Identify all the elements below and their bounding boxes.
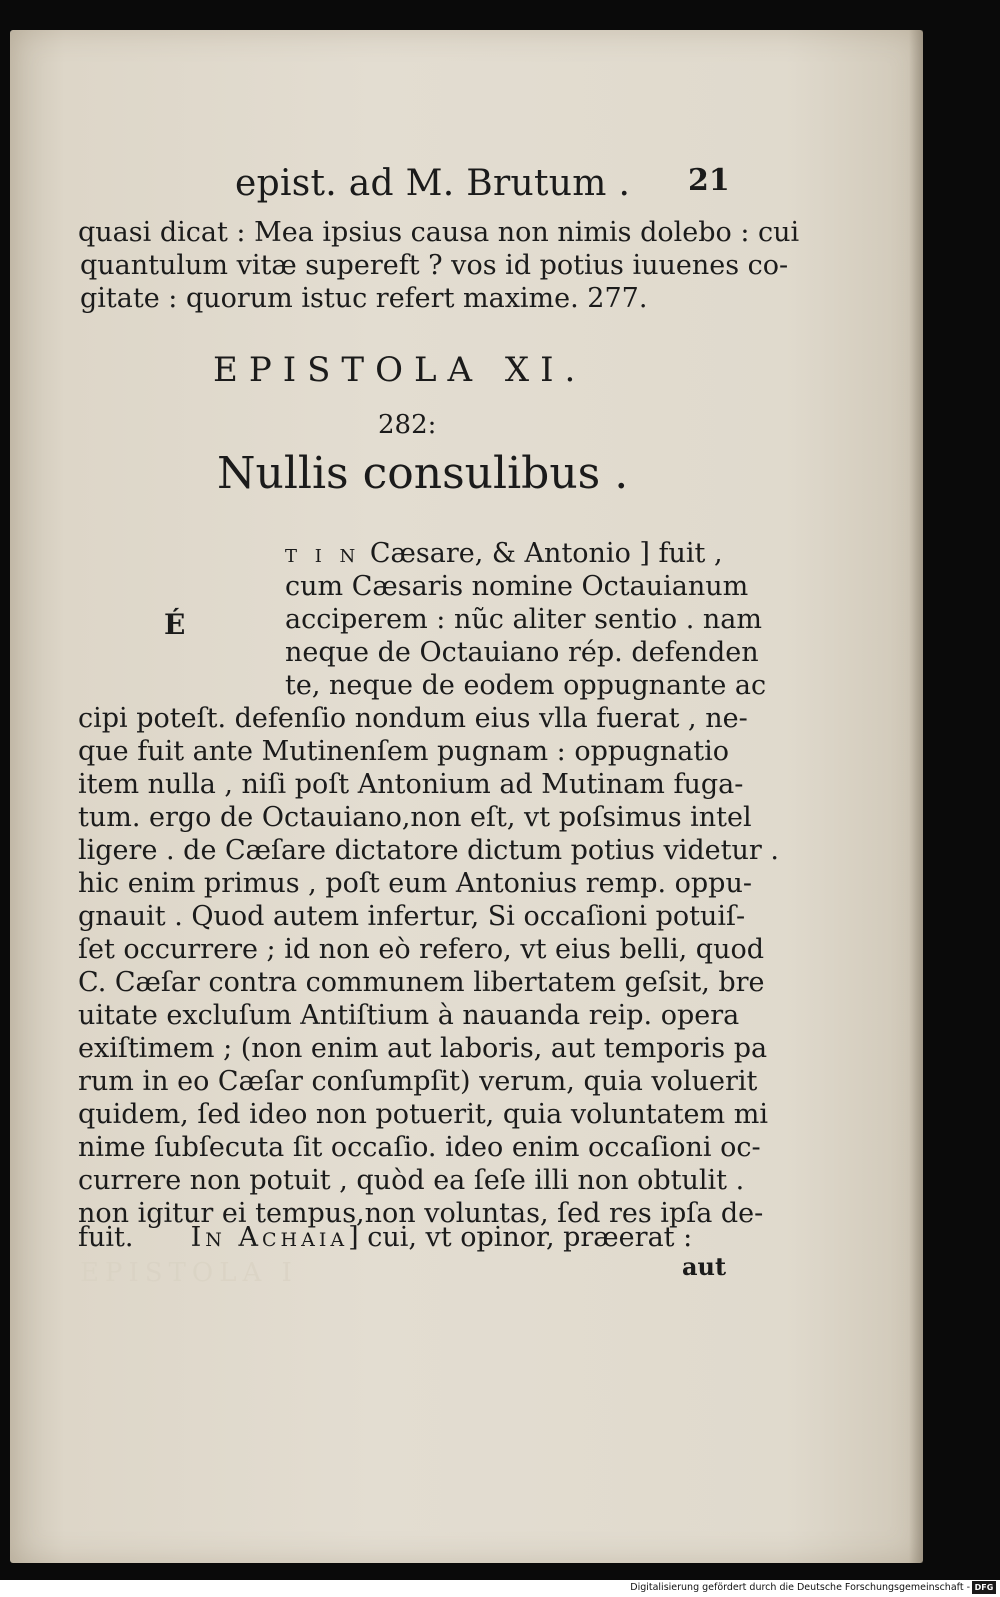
last-line-rest: ] cui, vt opinor, præerat : [348, 1222, 693, 1253]
last-line-start: fuit. [78, 1222, 134, 1253]
body-line: currere non potuit , quòd ea ſeſe illi non obtulit . [78, 1165, 745, 1196]
lemma-small-caps: T I N [285, 546, 362, 567]
dfg-logo: DFG [972, 1581, 996, 1594]
body-line: tum. ergo de Octauiano,non eſt, vt poſsimus intel [78, 802, 752, 833]
drop-initial: É [164, 608, 186, 641]
indented-line: acciperem : nũc aliter sentio . nam [285, 604, 762, 635]
body-line: exiſtimem ; (non enim aut laboris, aut temporis pa [78, 1033, 768, 1064]
body-line: non igitur ei tempus,non voluntas, ſed res ipſa de- [78, 1198, 764, 1229]
epistola-heading: EPISTOLA XI. [213, 350, 587, 390]
indented-line: neque de Octauiano rép. defenden [285, 637, 759, 668]
running-head: epist. ad M. Brutum . [235, 163, 631, 204]
body-line: hic enim primus , poſt eum Antonius remp. oppu- [78, 868, 752, 899]
intro-line: quasi dicat : Mea ipsius causa non nimis dolebo : cui [78, 217, 800, 248]
body-line: nime ſubſecuta ſit occaſio. ideo enim occaſioni oc- [78, 1132, 761, 1163]
body-line: item nulla , niſi poſt Antonium ad Mutinam fuga- [78, 769, 744, 800]
catchword: aut [682, 1252, 727, 1281]
year-number: 282: [378, 410, 437, 440]
body-line: gnauit . Quod autem infertur, Si occaſioni potuiſ- [78, 901, 746, 932]
lemma-small-caps: In Achaia [190, 1222, 349, 1253]
footer-credit: Digitalisierung gefördert durch die Deutsche Forschungsgemeinschaft - [630, 1582, 970, 1593]
indented-line: te, neque de eodem oppugnante ac [285, 670, 767, 701]
indented-line-text: Cæsare, & Antonio ] fuit , [361, 538, 723, 569]
body-line: que fuit ante Mutinenſem pugnam : oppugnatio [78, 736, 730, 767]
indented-line: cum Cæsaris nomine Octauianum [285, 571, 749, 602]
indented-line [285, 538, 723, 572]
body-line: ſet occurrere ; id non eò refero, vt eius belli, quod [78, 934, 765, 965]
intro-line: gitate : quorum istuc refert maxime. 277. [80, 283, 648, 314]
intro-line: quantulum vitæ supereft ? vos id potius iuuenes co- [80, 250, 789, 281]
body-line: cipi poteſt. defenſio nondum eius vlla fuerat , ne- [78, 703, 748, 734]
body-line: C. Cæſar contra communem libertatem geſsit, bre [78, 967, 765, 998]
body-line: quidem, ſed ideo non potuerit, quia voluntatem mi [78, 1099, 768, 1130]
section-title: Nullis consulibus . [217, 448, 629, 499]
bleed-through-text: EPISTOLA I [80, 1258, 298, 1288]
page-number: 21 [688, 163, 730, 198]
body-line: ligere . de Cæſare dictatore dictum potius videtur . [78, 835, 779, 866]
last-body-line [78, 1222, 692, 1253]
body-line: rum in eo Cæſar conſumpſit) verum, quia voluerit [78, 1066, 758, 1097]
body-line: uitate excluſum Antiſtium à nauanda reip. opera [78, 1000, 740, 1031]
page-edge-shadow [909, 30, 923, 1563]
